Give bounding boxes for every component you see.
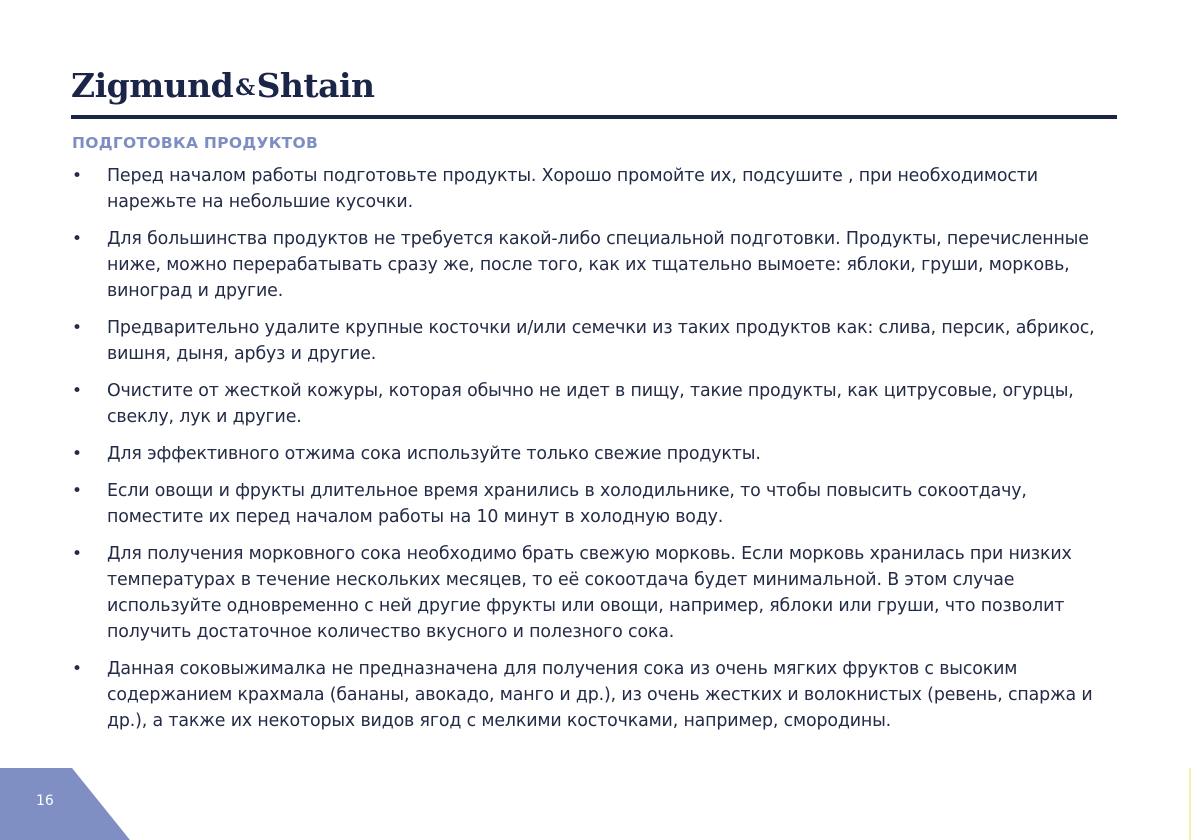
bullet-icon: • xyxy=(72,659,82,679)
list-item xyxy=(72,378,1112,430)
list-item xyxy=(72,541,1112,645)
list-item xyxy=(72,656,1112,734)
bullet-icon: • xyxy=(72,481,82,501)
instructions-list xyxy=(72,163,1112,745)
page-number: 16 xyxy=(36,793,54,809)
brand-name-zigmund: Zigmund xyxy=(71,66,234,105)
bullet-icon: • xyxy=(72,166,82,186)
list-item xyxy=(72,478,1112,530)
list-item-text: Если овощи и фрукты длительное время хранились в холодильнике, то чтобы повысить сокоотдачу, поместите их перед началом работы на 10 минут в холодную воду. xyxy=(107,481,1027,527)
brand-logo xyxy=(71,66,375,110)
bullet-icon: • xyxy=(72,381,82,401)
bullet-icon: • xyxy=(72,544,82,564)
bullet-icon: • xyxy=(72,229,82,249)
header-divider xyxy=(71,115,1117,119)
corner-triangle xyxy=(0,768,130,840)
section-title: ПОДГОТОВКА ПРОДУКТОВ xyxy=(72,134,319,152)
page-corner-decoration xyxy=(0,768,130,840)
brand-name-shtain: Shtain xyxy=(256,66,375,105)
bullet-icon: • xyxy=(72,444,82,464)
list-item-text: Для большинства продуктов не требуется какой-либо специальной подготовки. Продукты, перечисленные ниже, можно перерабатывать сразу же, после того, как их тщательно вымоете: яблоки, груши, морковь, виноград и другие. xyxy=(107,229,1089,301)
list-item-text: Перед началом работы подготовьте продукты. Хорошо промойте их, подсушите , при необходимости нарежьте на небольшие кусочки. xyxy=(107,166,1038,212)
list-item-text: Данная соковыжималка не предназначена для получения сока из очень мягких фруктов с высоким содержанием крахмала (бананы, авокадо, манго и др.), из очень жестких и волокнистых (ревень, спаржа и др.), а также их некоторых видов ягод с мелкими косточками, например, смородины. xyxy=(107,659,1093,731)
list-item-text: Для получения морковного сока необходимо брать свежую морковь. Если морковь хранилась при низких температурах в течение нескольких месяцев, то её сокоотдача будет минимальной. В этом случае используйте одновременно с ней другие фрукты или овощи, например, яблоки или груши, что позволит получить достаточное количество вкусного и полезного сока. xyxy=(107,544,1072,642)
list-item-text: Предварительно удалите крупные косточки и/или семечки из таких продуктов как: слива, персик, абрикос, вишня, дыня, арбуз и другие. xyxy=(107,318,1095,364)
list-item xyxy=(72,226,1112,304)
brand-ampersand: & xyxy=(235,75,255,101)
bullet-icon: • xyxy=(72,318,82,338)
list-item-text: Очистите от жесткой кожуры, которая обычно не идет в пищу, такие продукты, как цитрусовые, огурцы, свеклу, лук и другие. xyxy=(107,381,1074,427)
list-item xyxy=(72,163,1112,215)
list-item-text: Для эффективного отжима сока используйте только свежие продукты. xyxy=(107,444,761,464)
list-item xyxy=(72,315,1112,367)
list-item xyxy=(72,441,1112,467)
